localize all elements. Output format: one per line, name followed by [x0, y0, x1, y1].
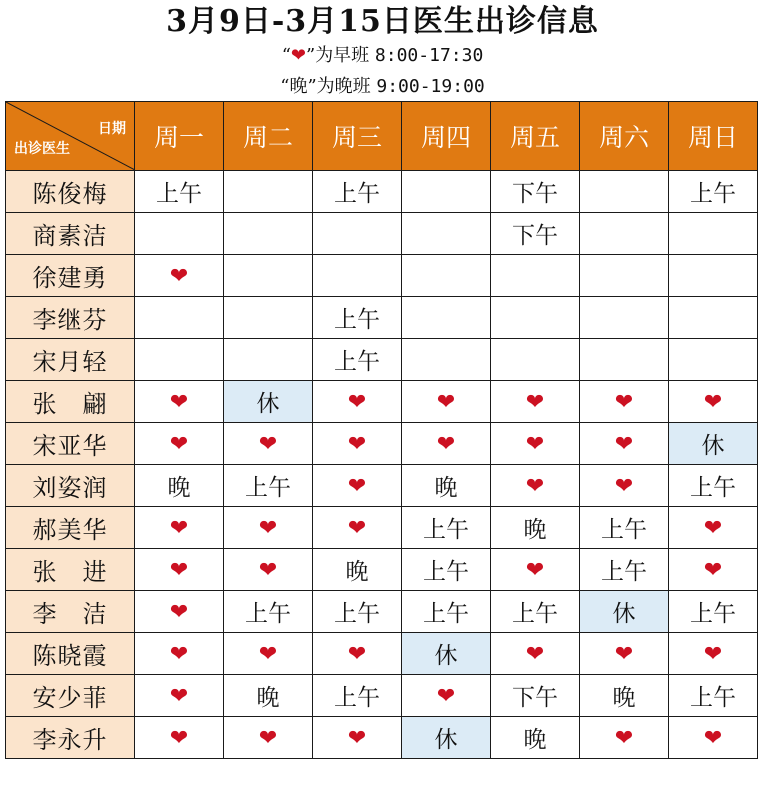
shift-cell	[313, 255, 402, 297]
shift-cell	[224, 549, 313, 591]
header-row	[6, 102, 758, 171]
heart-icon: ❤	[525, 557, 545, 583]
shift-cell	[669, 255, 758, 297]
shift-cell	[580, 465, 669, 507]
heart-icon: ❤	[347, 515, 367, 541]
shift-cell: 上午	[402, 591, 491, 633]
shift-cell	[224, 717, 313, 759]
shift-cell	[669, 549, 758, 591]
day-header: 周五	[491, 102, 580, 171]
shift-cell	[580, 297, 669, 339]
shift-cell: 上午	[224, 465, 313, 507]
shift-cell: 休	[669, 423, 758, 465]
shift-cell	[135, 591, 224, 633]
shift-cell	[669, 297, 758, 339]
shift-cell	[580, 381, 669, 423]
heart-icon: ❤	[436, 683, 456, 709]
heart-icon: ❤	[169, 431, 189, 457]
shift-cell: 晚	[313, 549, 402, 591]
shift-cell: 上午	[669, 171, 758, 213]
shift-cell	[313, 423, 402, 465]
shift-cell: 上午	[402, 507, 491, 549]
heart-icon: ❤	[347, 473, 367, 499]
shift-cell	[313, 465, 402, 507]
shift-cell	[669, 507, 758, 549]
shift-cell	[491, 465, 580, 507]
day-header: 周六	[580, 102, 669, 171]
shift-cell	[313, 633, 402, 675]
heart-icon: ❤	[169, 389, 189, 415]
table-row	[6, 297, 758, 339]
schedule-table	[5, 101, 758, 759]
shift-cell: 上午	[313, 171, 402, 213]
shift-cell	[313, 717, 402, 759]
doctor-name: 郝美华	[6, 507, 135, 549]
shift-cell: 晚	[580, 675, 669, 717]
shift-cell: 晚	[491, 507, 580, 549]
shift-cell	[224, 423, 313, 465]
table-row	[6, 549, 758, 591]
shift-cell: 上午	[580, 549, 669, 591]
heart-icon: ❤	[436, 431, 456, 457]
shift-cell	[224, 507, 313, 549]
shift-cell	[402, 255, 491, 297]
shift-cell: 上午	[135, 171, 224, 213]
heart-icon: ❤	[258, 641, 278, 667]
shift-cell	[491, 339, 580, 381]
shift-cell	[135, 381, 224, 423]
shift-cell	[402, 381, 491, 423]
shift-cell	[224, 255, 313, 297]
heart-icon: ❤	[703, 515, 723, 541]
heart-icon: ❤	[614, 641, 634, 667]
heart-icon: ❤	[703, 557, 723, 583]
doctor-name: 徐建勇	[6, 255, 135, 297]
doctor-name: 宋月轻	[6, 339, 135, 381]
shift-cell	[402, 297, 491, 339]
doctor-name: 李继芬	[6, 297, 135, 339]
shift-cell	[669, 717, 758, 759]
shift-cell: 晚	[402, 465, 491, 507]
doctor-name: 李永升	[6, 717, 135, 759]
shift-cell: 下午	[491, 675, 580, 717]
heart-icon: ❤	[169, 599, 189, 625]
table-row	[6, 507, 758, 549]
heart-icon: ❤	[525, 641, 545, 667]
day-header: 周四	[402, 102, 491, 171]
shift-cell	[491, 549, 580, 591]
day-header: 周二	[224, 102, 313, 171]
legend-quote-open: “	[280, 76, 290, 97]
shift-cell: 上午	[313, 591, 402, 633]
shift-cell	[580, 171, 669, 213]
heart-icon: ❤	[525, 431, 545, 457]
heart-icon: ❤	[169, 557, 189, 583]
heart-icon: ❤	[169, 515, 189, 541]
doctor-name: 安少菲	[6, 675, 135, 717]
shift-cell	[669, 339, 758, 381]
legend-early-text: 为早班	[315, 45, 370, 66]
legend-late-text: 为晚班	[316, 76, 371, 97]
heart-icon: ❤	[525, 389, 545, 415]
heart-icon: ❤	[347, 389, 367, 415]
shift-cell	[224, 339, 313, 381]
day-header: 周日	[669, 102, 758, 171]
shift-cell	[402, 675, 491, 717]
shift-cell	[402, 339, 491, 381]
heart-icon: ❤	[258, 725, 278, 751]
shift-cell	[491, 297, 580, 339]
heart-icon: ❤	[290, 45, 306, 66]
doctor-name: 陈俊梅	[6, 171, 135, 213]
heart-icon: ❤	[258, 431, 278, 457]
legend-late-shift	[0, 75, 765, 99]
doctor-name: 商素洁	[6, 213, 135, 255]
heart-icon: ❤	[169, 683, 189, 709]
heart-icon: ❤	[703, 641, 723, 667]
doctor-name: 陈晓霞	[6, 633, 135, 675]
shift-cell: 下午	[491, 213, 580, 255]
shift-cell	[313, 381, 402, 423]
shift-cell: 晚	[224, 675, 313, 717]
shift-cell	[580, 255, 669, 297]
corner-header	[6, 102, 135, 171]
shift-cell: 上午	[669, 591, 758, 633]
heart-icon: ❤	[614, 725, 634, 751]
table-row	[6, 591, 758, 633]
shift-cell	[135, 549, 224, 591]
shift-cell: 休	[402, 717, 491, 759]
shift-cell	[135, 633, 224, 675]
day-header: 周三	[313, 102, 402, 171]
shift-cell	[580, 633, 669, 675]
shift-cell	[135, 507, 224, 549]
shift-cell	[135, 675, 224, 717]
heart-icon: ❤	[169, 263, 189, 289]
shift-cell	[491, 381, 580, 423]
shift-cell: 上午	[313, 297, 402, 339]
shift-cell	[224, 213, 313, 255]
shift-cell: 晚	[135, 465, 224, 507]
heart-icon: ❤	[169, 725, 189, 751]
heart-icon: ❤	[614, 389, 634, 415]
doctor-name: 张 进	[6, 549, 135, 591]
shift-cell	[580, 213, 669, 255]
shift-cell: 上午	[669, 675, 758, 717]
legend-late-time: 9:00-19:00	[376, 76, 485, 97]
legend-late-mark: 晚	[289, 76, 308, 97]
table-row	[6, 339, 758, 381]
legend-early-shift	[0, 44, 765, 68]
legend-early-time: 8:00-17:30	[374, 45, 484, 66]
shift-cell	[135, 339, 224, 381]
shift-cell	[669, 381, 758, 423]
heart-icon: ❤	[703, 725, 723, 751]
shift-cell: 上午	[313, 339, 402, 381]
table-row	[6, 255, 758, 297]
shift-cell: 上午	[224, 591, 313, 633]
heart-icon: ❤	[169, 641, 189, 667]
heart-icon: ❤	[614, 473, 634, 499]
heart-icon: ❤	[525, 473, 545, 499]
heart-icon: ❤	[614, 431, 634, 457]
shift-cell: 休	[580, 591, 669, 633]
heart-icon: ❤	[347, 431, 367, 457]
shift-cell	[491, 633, 580, 675]
table-row	[6, 171, 758, 213]
shift-cell	[135, 717, 224, 759]
table-row	[6, 213, 758, 255]
shift-cell	[135, 423, 224, 465]
shift-cell	[580, 717, 669, 759]
corner-date-label: 日期	[98, 121, 126, 137]
schedule-body	[6, 171, 758, 759]
heart-icon: ❤	[436, 389, 456, 415]
heart-icon: ❤	[347, 725, 367, 751]
shift-cell	[135, 255, 224, 297]
shift-cell	[580, 423, 669, 465]
shift-cell: 晚	[491, 717, 580, 759]
shift-cell	[135, 213, 224, 255]
shift-cell	[135, 297, 224, 339]
shift-cell	[402, 171, 491, 213]
heart-icon: ❤	[703, 389, 723, 415]
heart-icon: ❤	[258, 557, 278, 583]
shift-cell	[313, 213, 402, 255]
shift-cell	[224, 171, 313, 213]
doctor-name: 李 洁	[6, 591, 135, 633]
shift-cell: 上午	[580, 507, 669, 549]
shift-cell: 上午	[491, 591, 580, 633]
doctor-name: 张 翩	[6, 381, 135, 423]
table-row	[6, 381, 758, 423]
shift-cell: 上午	[402, 549, 491, 591]
shift-cell: 上午	[669, 465, 758, 507]
page-title: 3月9日-3月15日医生出诊信息	[166, 4, 599, 39]
shift-cell	[580, 339, 669, 381]
shift-cell	[491, 255, 580, 297]
doctor-name: 宋亚华	[6, 423, 135, 465]
shift-cell	[491, 423, 580, 465]
corner-doctor-label: 出诊医生	[14, 141, 70, 157]
shift-cell	[402, 213, 491, 255]
shift-cell	[402, 423, 491, 465]
shift-cell	[669, 633, 758, 675]
shift-cell: 上午	[313, 675, 402, 717]
shift-cell: 休	[402, 633, 491, 675]
legend-quote-close: ”	[307, 76, 317, 97]
table-row	[6, 717, 758, 759]
shift-cell: 休	[224, 381, 313, 423]
legend-quote-open: “	[281, 45, 291, 66]
shift-cell	[313, 507, 402, 549]
heart-icon: ❤	[347, 641, 367, 667]
day-header: 周一	[135, 102, 224, 171]
heart-icon: ❤	[258, 515, 278, 541]
table-row	[6, 675, 758, 717]
shift-cell	[669, 213, 758, 255]
shift-cell	[224, 633, 313, 675]
table-row	[6, 633, 758, 675]
shift-cell: 下午	[491, 171, 580, 213]
table-row	[6, 423, 758, 465]
shift-cell	[224, 297, 313, 339]
legend-quote-close: ”	[305, 45, 316, 66]
doctor-name: 刘姿润	[6, 465, 135, 507]
table-row	[6, 465, 758, 507]
